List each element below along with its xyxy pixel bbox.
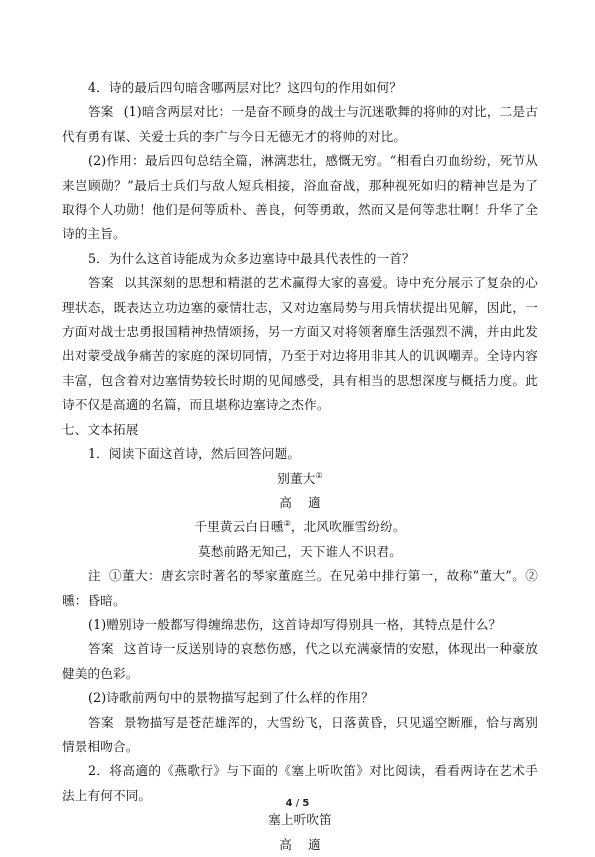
sub-question-2: (2)诗歌前两句中的景物描写起到了什么样的作用？ — [88, 690, 374, 706]
page-total: 5 — [302, 798, 310, 809]
sub-question-1: (1)赠别诗一般都写得缠绵悲伤，这首诗却写得别具一格，其特点是什么？ — [88, 616, 502, 632]
answer-text: 景物描写是苍茫雄浑的，大雪纷飞，日落黄昏，只见遥空断雁，恰与离别情景相吻合。 — [62, 714, 538, 754]
answer-label: 答案 — [88, 714, 114, 730]
answer-label: 答案 — [88, 104, 114, 120]
footnote-marker: ② — [283, 519, 291, 529]
poem-line-part: 千里黄云白日曛 — [194, 519, 284, 535]
question-4: 4．诗的最后四句暗含哪两层对比？这四句的作用如何？ — [88, 80, 403, 95]
question-5: 5．为什么这首诗能成为众多边塞诗中最具代表性的一首？ — [88, 250, 415, 266]
author-char-2: 適 — [308, 836, 321, 852]
answer-text: 这首诗一反送别诗的哀愁伤感，代之以充满豪情的安慰，体现出一种豪放健美的色彩。 — [62, 641, 538, 681]
answer-label: 答案 — [88, 275, 114, 291]
answer-4-part2: (2)作用：最后四句总结全篇，淋漓悲壮，感慨无穷。“相看白刃血纷纷，死节从来岂顾勋？”最后士兵们与敌人短兵相接，浴血奋战，那种视死如归的精神岂是为了取得个人功勋！他们是何等质朴、善良，何等勇敢，然而又是何等悲壮啊！升华了全诗的主旨。 — [62, 153, 538, 242]
page-content — [62, 76, 538, 857]
poem-2-title: 塞上听吹笛 — [268, 812, 332, 828]
author-char-1: 高 — [279, 494, 292, 510]
poem-title-text: 别董大 — [277, 470, 316, 486]
poem-1-author — [62, 491, 538, 515]
answer-label: 答案 — [88, 641, 114, 657]
poem-2-author — [62, 833, 538, 857]
page-number — [0, 798, 595, 809]
author-char-2: 適 — [308, 494, 321, 510]
poem-1-line-1 — [62, 515, 538, 539]
poem-1-title — [62, 467, 538, 491]
note-text: ①董大：唐玄宗时著名的琴家董庭兰。在兄弟中排行第一，故称“董大”。②曛：昏暗。 — [62, 568, 538, 608]
poem-1-line-2: 莫愁前路无知己，天下谁人不识君。 — [198, 543, 402, 559]
sub-answer-2 — [62, 711, 538, 760]
note-label: 注 — [88, 568, 101, 584]
item-1-instruction: 1．阅读下面这首诗，然后回答问题。 — [88, 446, 301, 462]
answer-5 — [62, 271, 538, 417]
poem-line-part: ，北风吹雁雪纷纷。 — [290, 519, 406, 535]
answer-text: (1)暗含两层对比：一是奋不顾身的战士与沉迷歌舞的将帅的对比，二是古代有勇有谋、关爱士兵的李广与今日无德无才的将帅的对比。 — [62, 104, 538, 144]
page-current: 4 — [285, 798, 293, 809]
footnote-marker: ① — [315, 470, 323, 480]
answer-4-part1 — [62, 100, 538, 149]
sub-answer-1 — [62, 637, 538, 686]
author-char-1: 高 — [279, 836, 292, 852]
item-2-instruction: 2．将高適的《燕歌行》与下面的《塞上听吹笛》对比阅读，看看两诗在艺术手法上有何不同。 — [62, 763, 538, 803]
page-separator: / — [292, 798, 303, 809]
section-7-heading: 七、文本拓展 — [62, 421, 139, 437]
poem-1-note — [62, 564, 538, 613]
answer-text: 以其深刻的思想和精湛的艺术赢得大家的喜爱。诗中充分展示了复杂的心理状态，既表达立功边塞的豪情壮志，又对边塞局势与用兵情状提出见解，因此，一方面对战士忠勇报国精神热情颂扬，另一方面又对将领奢靡生活强烈不满，并由此发出对蒙受战争痛苦的家庭的深切同情，乃至于对边将用非其人的讥讽嘲弄。全诗内容丰富，包含着对边塞情势较长时期的见闻感受，具有相当的思想深度与概括力度。此诗不仅是高適的名篇，而且堪称边塞诗之杰作。 — [62, 275, 538, 413]
